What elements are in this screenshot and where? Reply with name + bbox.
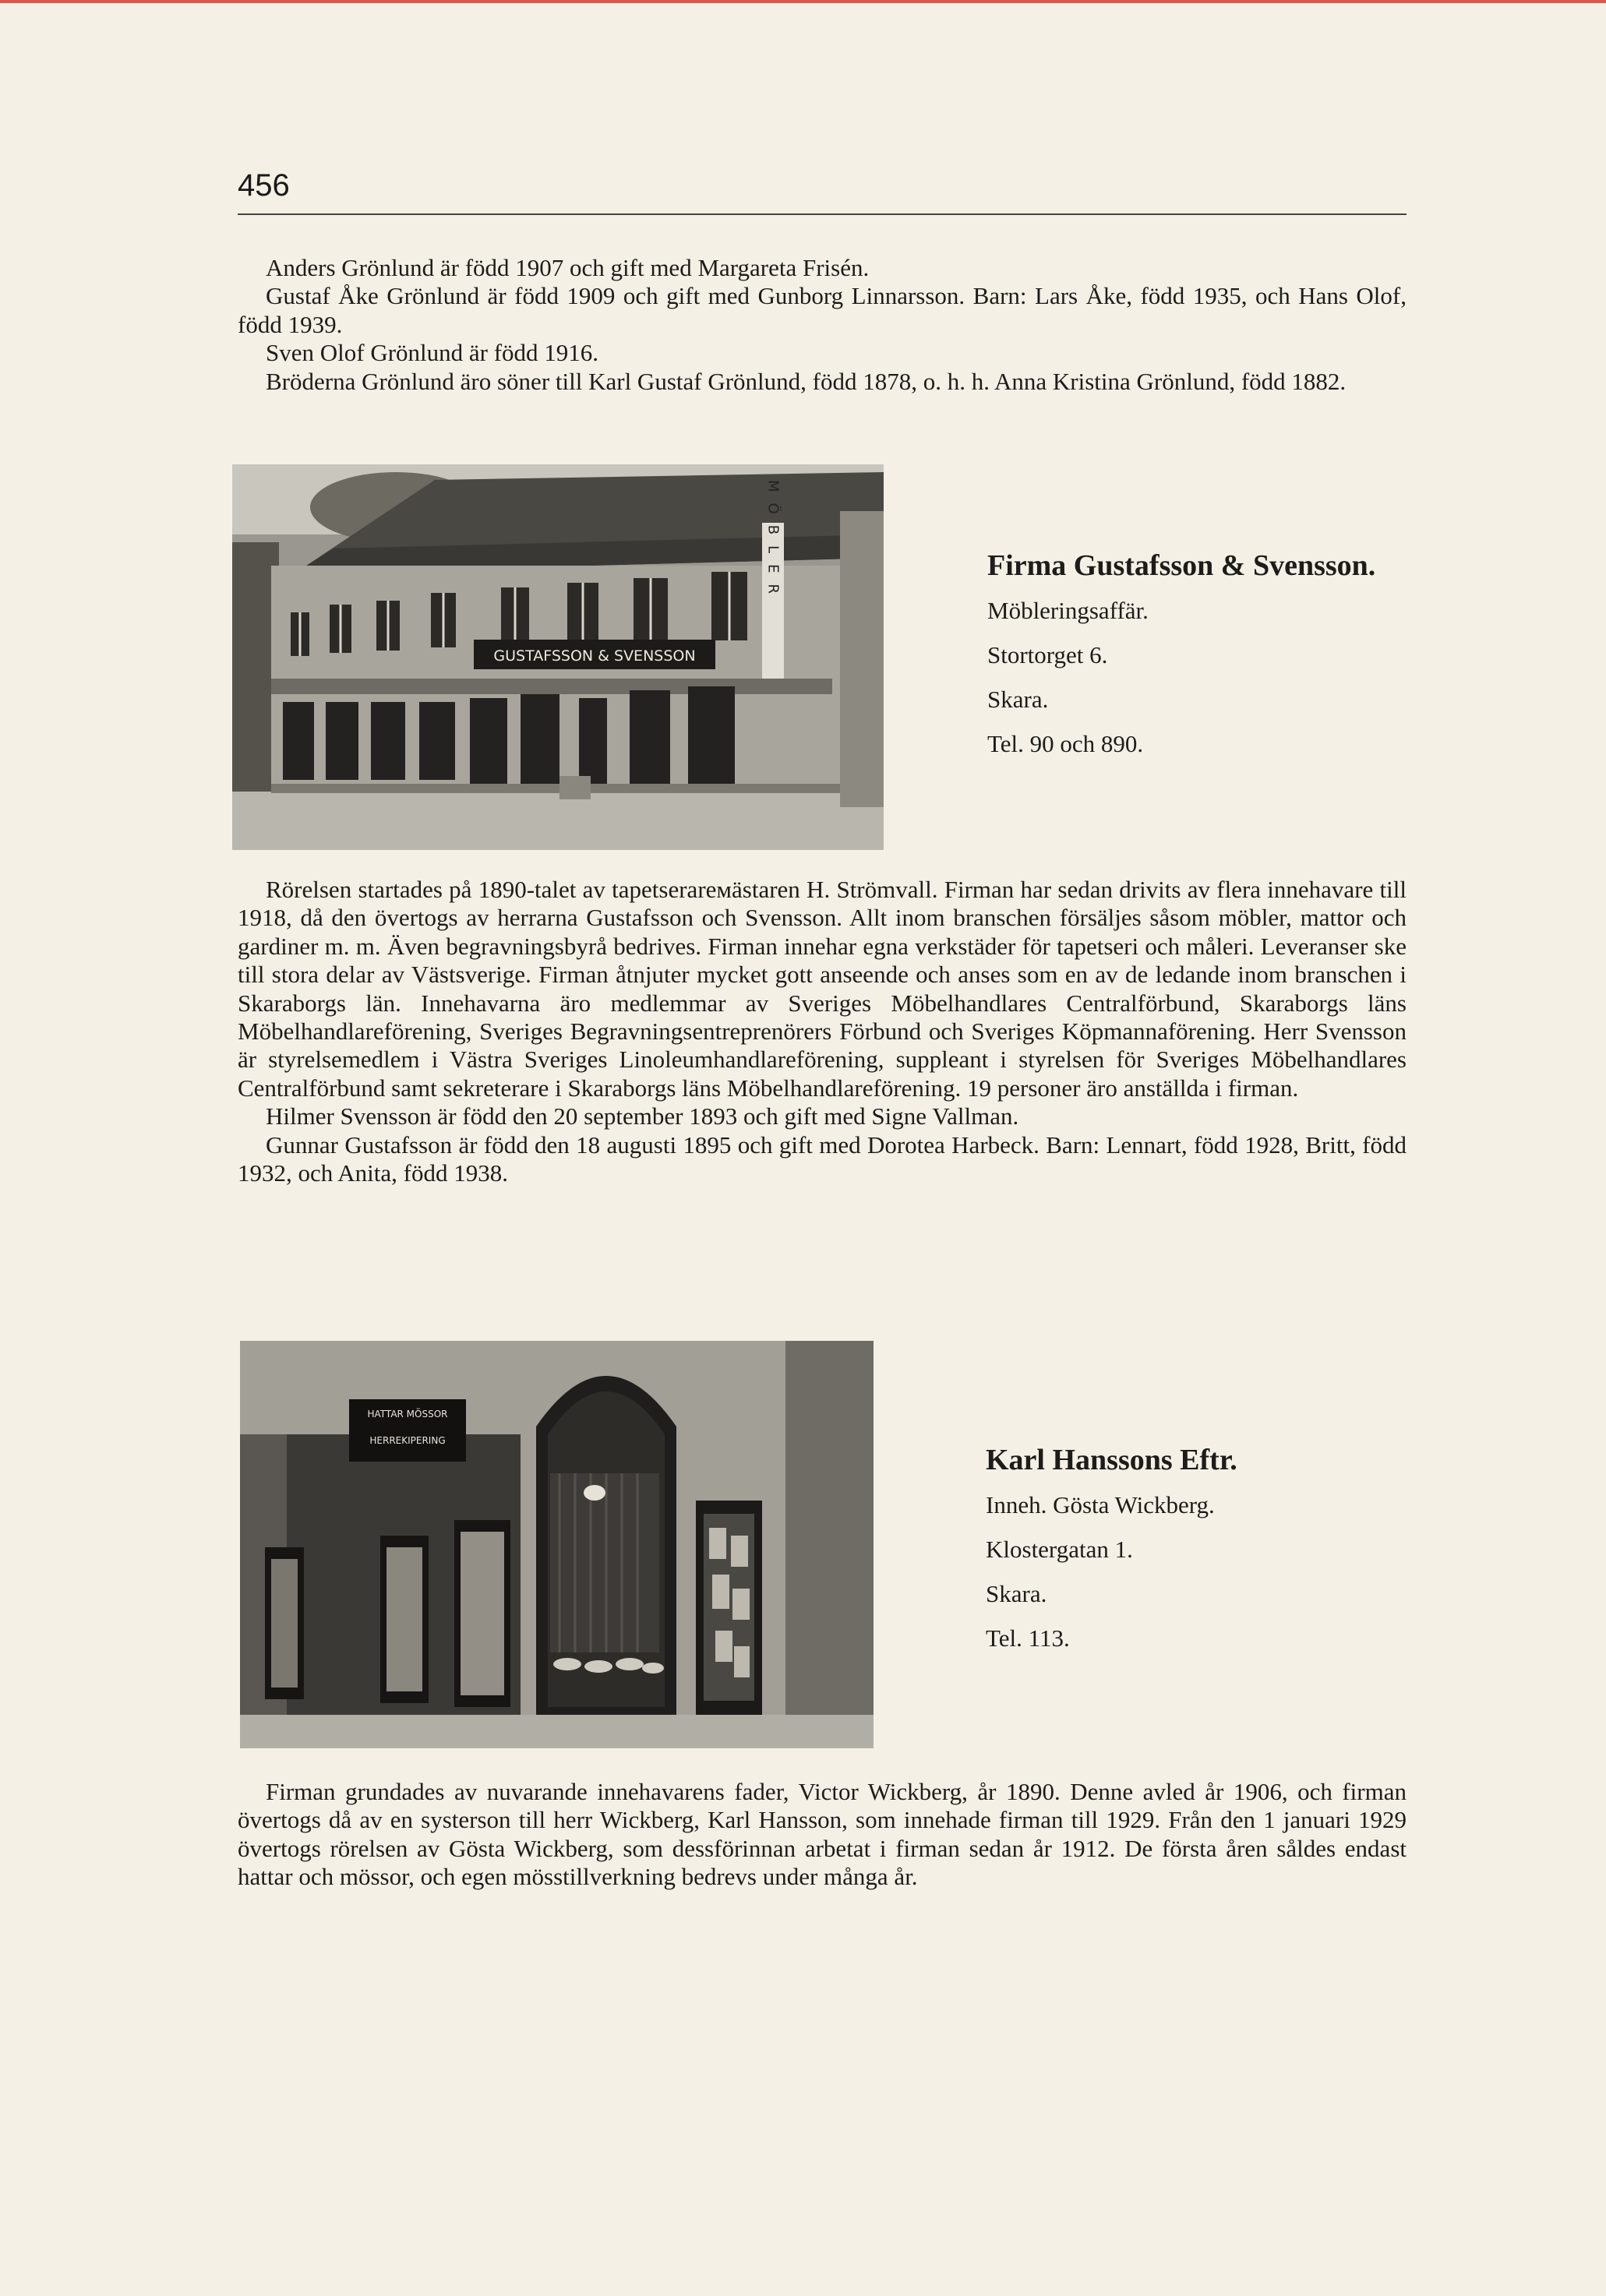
firm2-name: Karl Hanssons Eftr.: [986, 1444, 1237, 1476]
header-rule: [238, 213, 1407, 215]
shop-sign-text: GUSTAFSSON & SVENSSON: [493, 647, 696, 665]
firm1-paragraph: Rörelsen startades på 1890-talet av tapetserarемästaren H. Strömvall. Firman har sedan drivits av flera innehavare till 1918, då den övertogs av herrarna Gustafsson och Svensson. Allt inom branschen försäljes såsom möbler, mattor och gardiner m. m. Även begravningsbyrå bedrives. Firman innehar egna verkstäder för tapetseri och måleri. Leveranser ske till stora delar av Västsverige. Firman åtnjuter mycket gott anseende och anses som en av de ledande inom branschen i Skaraborgs län. Innehavarna äro medlemmar av Sveriges Möbelhandlares Centralförbund, Skaraborgs läns Möbelhandlareförening, Sveriges Begravningsentreprenörers Förbund och Sveriges Köpmannaförening. Herr Svensson är styrelsemedlem i Västra Sveriges Linoleumhandlareförening, suppleant i styrelsen för Sveriges Möbelhandlares Centralförbund samt sekreterare i Skaraborgs läns Möbelhandlareförening. 19 personer äro anställda i firman.: [238, 876, 1407, 1102]
building-photo-illustration: [232, 464, 884, 850]
firm1-phone: Tel. 90 och 890.: [987, 730, 1144, 757]
page-number: 456: [238, 168, 290, 203]
firm2-address: Klostergatan 1.: [986, 1536, 1133, 1563]
hat-sign-top: HATTAR MÖSSOR: [367, 1409, 448, 1420]
vertical-sign-text: MÖBLER: [764, 480, 782, 605]
shop-photo-illustration: [240, 1341, 874, 1748]
photo-karl-hanssons-shop: [240, 1341, 874, 1748]
firm2-owner: Inneh. Gösta Wickberg.: [986, 1491, 1215, 1518]
firm1-type: Möbleringsaffär.: [987, 597, 1149, 624]
firm1-paragraph: Gunnar Gustafsson är född den 18 augusti 1895 och gift med Dorotea Harbeck. Barn: Lennart, född 1928, Britt, född 1932, och Anita, född 1938.: [238, 1130, 1407, 1187]
intro-text: [238, 254, 1407, 396]
firm2-description: [238, 1778, 1407, 1892]
firm2-paragraph: Firman grundades av nuvarande innehavarens fader, Victor Wickberg, år 1890. Denne avled år 1906, och firman övertogs då av en systerson till herr Wickberg, Karl Hansson, som innehade firman till 1929. Från den 1 januari 1929 övertogs rörelsen av Gösta Wickberg, som dessförinnan arbetat i firman sedan år 1912. De första åren såldes endast hattar och mössor, och egen mösstillverkning bedrevs under många år.: [238, 1778, 1407, 1891]
firm2-city: Skara.: [986, 1580, 1047, 1607]
intro-paragraph: Anders Grönlund är född 1907 och gift med Margareta Frisén.: [266, 254, 870, 281]
intro-paragraph: Bröderna Grönlund äro söner till Karl Gustaf Grönlund, född 1878, o. h. h. Anna Kristina Grönlund, född 1882.: [266, 367, 1347, 395]
firm1-description: [238, 876, 1407, 1187]
hat-sign-bottom: HERREKIPERING: [369, 1435, 446, 1446]
firm1-city: Skara.: [987, 686, 1049, 713]
firm1-paragraph: Hilmer Svensson är född den 20 september 1893 och gift med Signe Vallman.: [266, 1102, 1019, 1130]
intro-paragraph: Gustaf Åke Grönlund är född 1909 och gift med Gunborg Linnarsson. Barn: Lars Åke, född 1935, och Hans Olof, född 1939.: [238, 282, 1407, 338]
firm2-phone: Tel. 113.: [986, 1624, 1070, 1652]
firm1-info: [987, 544, 1392, 766]
photo-gustafsson-svensson-building: [232, 464, 884, 850]
firm1-name: Firma Gustafsson & Svensson.: [987, 549, 1376, 582]
firm1-address: Stortorget 6.: [987, 641, 1108, 668]
intro-paragraph: Sven Olof Grönlund är född 1916.: [266, 339, 599, 367]
firm2-info: [986, 1438, 1391, 1660]
